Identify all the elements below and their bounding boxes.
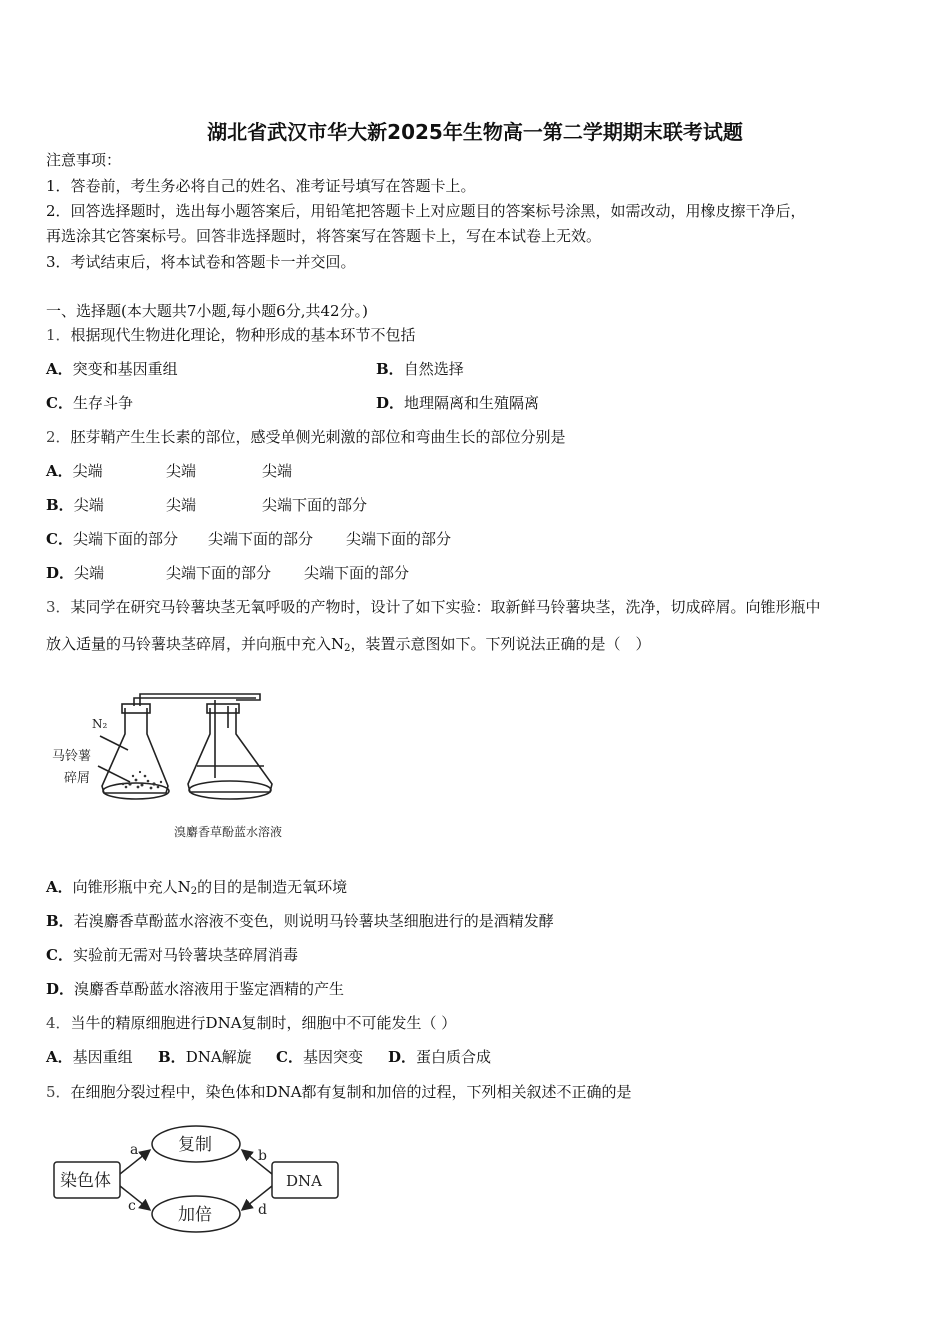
- potato-label-2: 碎屑: [64, 771, 91, 786]
- question-text: 胚芽鞘产生生长素的部位，感受单侧光刺激的部位和弯曲生长的部位分别是: [70, 428, 566, 446]
- question-number: 5．: [46, 1083, 71, 1101]
- q1-option-d[interactable]: [376, 396, 539, 411]
- apparatus-figure: [50, 688, 350, 848]
- notice-item: 3．考试结束后，将本试卷和答题卡一并交回。: [46, 253, 356, 271]
- option-label: C．: [46, 394, 73, 412]
- arrow-d: [242, 1186, 272, 1210]
- chromosome-label: 染色体: [60, 1171, 111, 1191]
- option-text: 尖端下面的部分: [304, 564, 410, 582]
- option-label: A．: [46, 1048, 73, 1066]
- label-a: a: [130, 1142, 139, 1158]
- connecting-tube: [140, 694, 260, 706]
- label-b: b: [258, 1148, 267, 1164]
- q4-option-d[interactable]: [388, 1050, 491, 1065]
- option-label: D．: [46, 980, 75, 998]
- section-heading: 一、选择题(本大题共7小题,每小题6分,共42分。): [46, 302, 368, 320]
- notice-item: 1．答卷前，考生务必将自己的姓名、准考证号填写在答题卡上。: [46, 177, 476, 195]
- option-label: B．: [158, 1048, 186, 1066]
- option-text: 尖端: [166, 496, 197, 514]
- q3-option-a[interactable]: [46, 880, 347, 897]
- option-text: 向锥形瓶中充人N: [72, 878, 191, 896]
- notice-heading: 注意事项：: [46, 151, 122, 169]
- exam-title: 湖北省武汉市华大新2025年生物高一第二学期期末联考试题: [207, 120, 743, 144]
- question-number: 1．: [46, 326, 71, 344]
- option-label: C．: [46, 946, 73, 964]
- question-text: 根据现代生物进化理论，物种形成的基本环节不包括: [70, 326, 416, 344]
- option-text: 若溴麝香草酚蓝水溶液不变色，则说明马铃薯块茎细胞进行的是酒精发酵: [73, 912, 554, 930]
- option-text: 基因突变: [302, 1048, 363, 1066]
- q2-option-a[interactable]: [46, 464, 103, 479]
- option-text: 的目的是制造无氧环境: [197, 878, 348, 896]
- option-text: 蛋白质合成: [416, 1048, 492, 1066]
- question-3-stem-cont: [46, 637, 651, 654]
- question-5-stem: [46, 1085, 632, 1100]
- q2-option-b[interactable]: [46, 498, 104, 513]
- notice-item: 再选涂其它答案标号。回答非选择题时，将答案写在答题卡上，写在本试卷上无效。: [46, 227, 602, 245]
- option-text: 尖端: [262, 462, 293, 480]
- question-3-stem: [46, 600, 821, 615]
- q1-option-b[interactable]: [376, 362, 464, 377]
- right-flask-outline: [188, 708, 272, 792]
- question-number: 3．: [46, 598, 71, 616]
- potato-pointer: [98, 766, 130, 782]
- question-4-stem: [46, 1016, 456, 1031]
- subscript: 2: [190, 886, 198, 897]
- option-label: B．: [46, 912, 74, 930]
- subscript: 2: [344, 643, 351, 654]
- dna-label: DNA: [286, 1172, 322, 1190]
- solution-label: 溴麝香草酚蓝水溶液: [174, 825, 283, 839]
- notice-item: 2．回答选择题时，选出每小题答案后，用铅笔把答题卡上对应题目的答案标号涂黑，如需改动，用橡皮擦干净后，: [46, 202, 806, 220]
- arrow-b: [242, 1150, 272, 1174]
- option-text: DNA解旋: [185, 1048, 252, 1066]
- q2-option-c[interactable]: [46, 532, 178, 547]
- q3-option-d[interactable]: [46, 982, 344, 997]
- option-label: C．: [276, 1048, 303, 1066]
- replicate-label: 复制: [178, 1135, 212, 1155]
- right-flask-stopper: [207, 704, 239, 713]
- q4-option-a[interactable]: [46, 1050, 133, 1065]
- gas-label: N₂: [92, 717, 108, 731]
- option-text: 溴麝香草酚蓝水溶液用于鉴定酒精的产生: [74, 980, 345, 998]
- option-text: 尖端: [72, 462, 103, 480]
- option-text: 尖端下面的部分: [166, 564, 272, 582]
- option-label: A．: [46, 360, 73, 378]
- label-d: d: [258, 1202, 267, 1218]
- label-c: c: [128, 1198, 136, 1214]
- option-label: D．: [388, 1048, 417, 1066]
- q3-option-c[interactable]: [46, 948, 298, 963]
- question-text: ，装置示意图如下。下列说法正确的是（ ）: [350, 635, 651, 653]
- question-number: 2．: [46, 428, 71, 446]
- question-text: 放入适量的马铃薯块茎碎屑，并向瓶中充入N: [46, 635, 345, 653]
- q1-option-c[interactable]: [46, 396, 133, 411]
- option-text: 尖端下面的部分: [262, 496, 368, 514]
- option-label: D．: [46, 564, 75, 582]
- option-text: 尖端下面的部分: [346, 530, 452, 548]
- q3-option-b[interactable]: [46, 914, 554, 929]
- option-text: 基因重组: [72, 1048, 133, 1066]
- potato-label-1: 马铃薯: [52, 749, 92, 764]
- question-text: 当牛的精原细胞进行DNA复制时，细胞中不可能发生（ ）: [70, 1014, 457, 1032]
- option-label: A．: [46, 878, 73, 896]
- question-text: 在细胞分裂过程中，染色体和DNA都有复制和加倍的过程，下列相关叙述不正确的是: [70, 1083, 632, 1101]
- option-text: 地理隔离和生殖隔离: [404, 394, 540, 412]
- option-text: 尖端: [73, 496, 104, 514]
- left-flask-base: [103, 783, 169, 799]
- option-label: D．: [376, 394, 405, 412]
- option-text: 尖端下面的部分: [72, 530, 178, 548]
- right-flask-base: [189, 781, 271, 799]
- question-1-stem: [46, 328, 416, 343]
- option-label: B．: [376, 360, 404, 378]
- q1-option-a[interactable]: [46, 362, 178, 377]
- question-number: 4．: [46, 1014, 71, 1032]
- option-label: A．: [46, 462, 73, 480]
- option-label: B．: [46, 496, 74, 514]
- option-text: 尖端下面的部分: [208, 530, 314, 548]
- question-text: 某同学在研究马铃薯块茎无氧呼吸的产物时，设计了如下实验：取新鲜马铃薯块茎，洗净，切成碎屑。向锥形瓶中: [70, 598, 821, 616]
- q4-option-c[interactable]: [276, 1050, 363, 1065]
- double-label: 加倍: [178, 1205, 212, 1225]
- q2-option-d[interactable]: [46, 566, 104, 581]
- left-flask-stopper: [122, 704, 150, 713]
- option-text: 自然选择: [403, 360, 464, 378]
- option-text: 尖端: [166, 462, 197, 480]
- chromosome-dna-diagram: [50, 1122, 350, 1236]
- option-text: 突变和基因重组: [72, 360, 178, 378]
- question-2-stem: [46, 430, 566, 445]
- q4-option-b[interactable]: [158, 1050, 252, 1065]
- option-text: 尖端: [74, 564, 105, 582]
- option-text: 生存斗争: [72, 394, 133, 412]
- option-label: C．: [46, 530, 73, 548]
- option-text: 实验前无需对马铃薯块茎碎屑消毒: [72, 946, 298, 964]
